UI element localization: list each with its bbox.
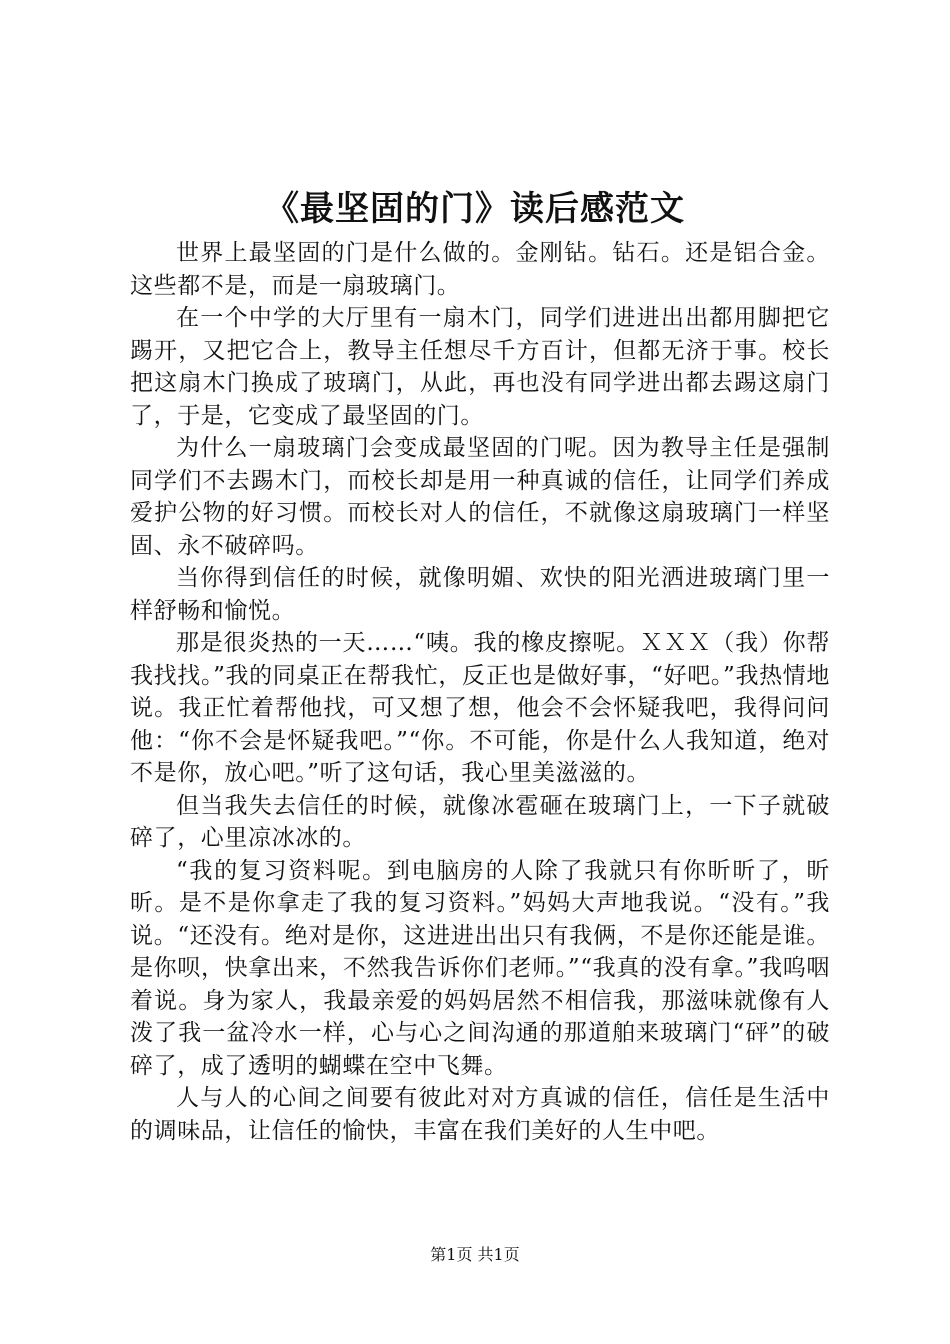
- paragraph: 人与人的心间之间要有彼此对对方真诚的信任，信任是生活中的调味品，让信任的愉快，丰富在我们美好的人生中吧。: [130, 1085, 830, 1144]
- paragraph: 但当我失去信任的时候，就像冰雹砸在玻璃门上，一下子就破碎了，心里凉冰冰的。: [130, 792, 830, 851]
- paragraph: “我的复习资料呢。到电脑房的人除了我就只有你昕昕了，昕昕。是不是你拿走了我的复习资料。”妈妈大声地我说。“没有。”我说。“还没有。绝对是你，这进进出出只有我俩，不是你还能是谁。是你呗，快拿出来，不然我告诉你们老师。”“我真的没有拿。”我呜咽着说。身为家人，我最亲爱的妈妈居然不相信我，那滋味就像有人泼了我一盆冷水一样，心与心之间沟通的那道舶来玻璃门“砰”的破碎了，成了透明的蝴蝶在空中飞舞。: [130, 857, 830, 1079]
- paragraph: 世界上最坚固的门是什么做的。金刚钻。钻石。还是铝合金。这些都不是，而是一扇玻璃门。: [130, 240, 830, 299]
- document-body: [130, 237, 830, 1147]
- paragraph: 为什么一扇玻璃门会变成最坚固的门呢。因为教导主任是强制同学们不去踢木门，而校长却是用一种真诚的信任，让同学们养成爱护公物的好习惯。而校长对人的信任，不就像这扇玻璃门一样坚固、永不破碎吗。: [130, 435, 830, 559]
- page-number-footer: 第1页 共1页: [430, 1245, 520, 1264]
- paragraph: 那是很炎热的一天……“咦。我的橡皮擦呢。ＸＸＸ（我）你帮我找找。”我的同桌正在帮我忙，反正也是做好事，“好吧。”我热情地说。我正忙着帮他找，可又想了想，他会不会怀疑我吧，我得问问他：“你不会是怀疑我吧。”“你。不可能，你是什么人我知道，绝对不是你，放心吧。”听了这句话，我心里美滋滋的。: [130, 630, 830, 786]
- document-title: 《最坚固的门》读后感范文: [265, 189, 685, 229]
- paragraph: 在一个中学的大厅里有一扇木门，同学们进进出出都用脚把它踢开，又把它合上，教导主任想尽千方百计，但都无济于事。校长把这扇木门换成了玻璃门，从此，再也没有同学进出都去踢这扇门了，于是，它变成了最坚固的门。: [130, 305, 830, 429]
- paragraph: 当你得到信任的时候，就像明媚、欢快的阳光洒进玻璃门里一样舒畅和愉悦。: [130, 565, 830, 624]
